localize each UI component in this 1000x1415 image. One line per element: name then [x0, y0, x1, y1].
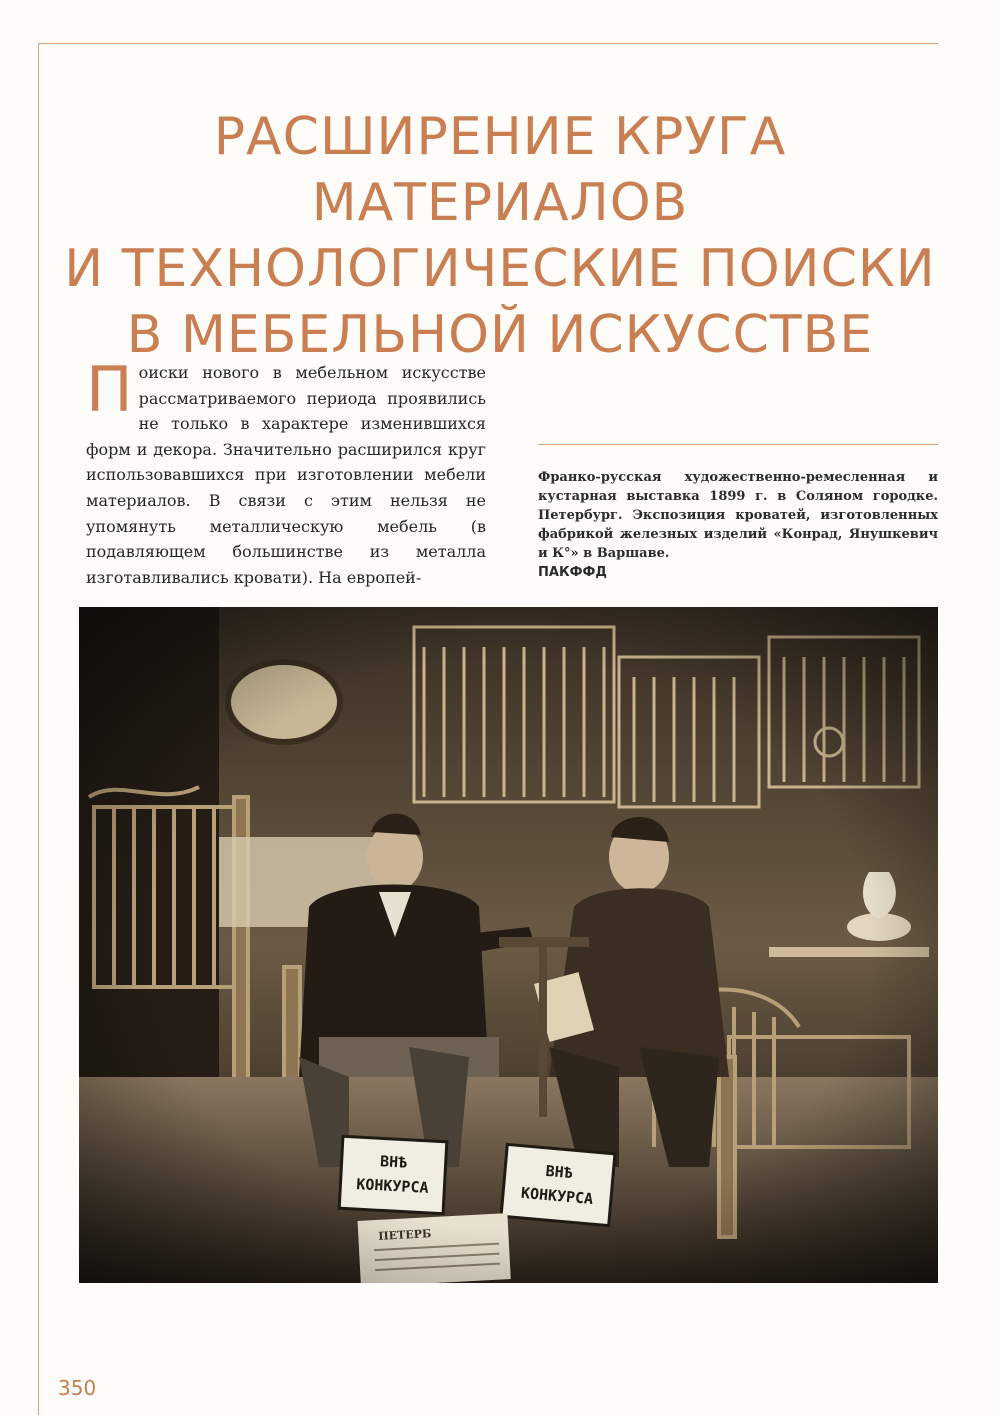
title-line-1: РАСШИРЕНИЕ КРУГА МАТЕРИАЛОВ: [213, 107, 787, 233]
drop-cap: П: [86, 353, 133, 426]
body-text: оиски нового в мебельном искусстве рассматриваемого периода проявились не только в характере изменившихся форм и декора. Значительно расширился круг использовавшихся при изготовлении мебели материалов. В связи с этим нельзя не упомянуть металлическую мебель (в подавляющем большинстве из металла изготавливались кровати). На европей-: [86, 363, 486, 587]
title-line-2: И ТЕХНОЛОГИЧЕСКИЕ ПОИСКИ: [64, 239, 936, 299]
caption-credit: ПАКФФД: [538, 565, 607, 580]
frame-top-rule: [38, 43, 938, 44]
exhibition-photo: [79, 607, 938, 1283]
body-paragraph: [86, 353, 486, 590]
page-number: 350: [58, 1376, 97, 1400]
photo-illustration: [79, 607, 938, 1283]
photo-vignette: [79, 607, 938, 1283]
caption-text: Франко-русская художественно-ремесленная и кустарная выставка 1899 г. в Соляном городке. Петербург. Экспозиция кроватей, изготовленных фабрикой железных изделий «Конрад, Янушкевич и К°» в Варшаве.: [538, 470, 938, 561]
page-title: [60, 104, 940, 368]
frame-left-rule: [38, 43, 39, 1415]
title-line-3: В МЕБЕЛЬНОЙ ИСКУССТВЕ: [126, 305, 874, 365]
caption-rule: [538, 444, 938, 445]
photo-caption: [538, 468, 938, 582]
